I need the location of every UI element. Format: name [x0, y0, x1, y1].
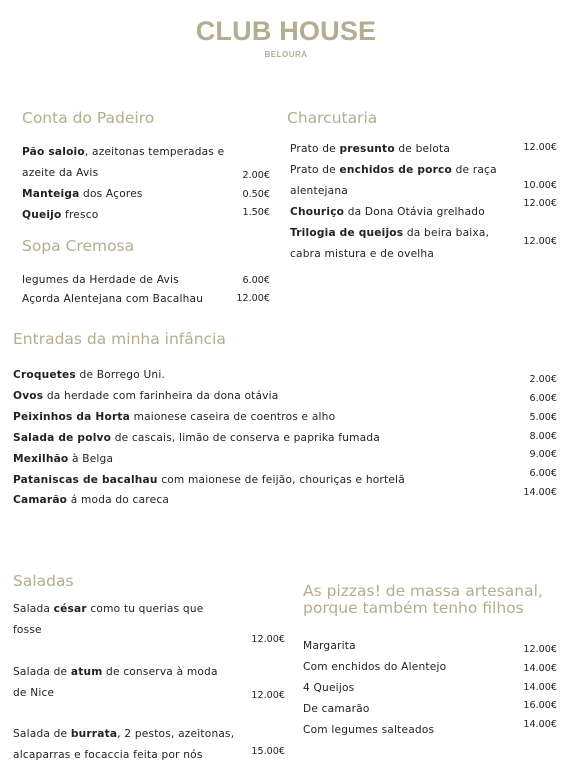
menu-item-text: maionese caseira de coentros e alho [130, 411, 336, 423]
menu-line [13, 602, 203, 616]
menu-item-text: Com enchidos do Alentejo [303, 661, 447, 673]
menu-item-text: 4 Queijos [303, 682, 355, 694]
menu-item-name: atum [70, 666, 103, 678]
menu-item-text: com maionese de feijão, chouriças e hortelã [157, 474, 405, 486]
menu-line [13, 665, 218, 679]
menu-item-name: burrata [70, 728, 118, 740]
menu-line [303, 639, 356, 653]
menu-line [13, 748, 203, 762]
section-heading-pizzas-line-1: As pizzas! de massa artesanal, [303, 582, 543, 600]
menu-line [13, 727, 234, 741]
menu-item-text: de conserva à moda [102, 666, 218, 678]
menu-price: 12.00€ [251, 690, 285, 701]
menu-item-text: da herdade com farinheira da dona otávia [43, 390, 279, 402]
section-heading-entradas: Entradas da minha infância [13, 330, 226, 348]
menu-item-text: , 2 pestos, azeitonas, [117, 728, 235, 740]
menu-line [290, 226, 489, 240]
menu-price: 0.50€ [242, 189, 270, 200]
menu-price: 12.00€ [523, 644, 557, 655]
section-heading-sopa: Sopa Cremosa [22, 237, 135, 255]
section-heading-pizzas-line-2: porque também tenho filhos [303, 599, 524, 617]
menu-item-name: Mexilhão [13, 453, 69, 465]
menu-price: 12.00€ [523, 198, 557, 209]
menu-price: 14.00€ [523, 682, 557, 693]
menu-item-text: da Dona Otávia grelhado [344, 206, 485, 218]
menu-item-text: Prato de [290, 164, 340, 176]
menu-item-name: Camarão [13, 494, 68, 506]
menu-item-text: Prato de [290, 143, 340, 155]
menu-item-name: Trilogia de queijos [290, 227, 404, 239]
menu-line [303, 660, 446, 674]
menu-item-text: alentejana [290, 185, 348, 197]
menu-item-text: de Nice [13, 687, 55, 699]
menu-line [22, 273, 179, 287]
menu-line [13, 623, 42, 637]
menu-line [303, 702, 370, 716]
menu-item-text: azeite da Avis [22, 167, 99, 179]
menu-line [13, 389, 279, 403]
menu-line [290, 247, 434, 261]
menu-item-text: de belota [394, 143, 451, 155]
menu-price: 6.00€ [529, 468, 557, 479]
menu-price: 1.50€ [242, 207, 270, 218]
menu-item-name: Croquetes [13, 369, 76, 381]
menu-line [22, 292, 203, 306]
menu-price: 12.00€ [523, 142, 557, 153]
menu-line [22, 166, 98, 180]
menu-price: 16.00€ [523, 700, 557, 711]
menu-price: 12.00€ [236, 293, 270, 304]
menu-price: 2.00€ [529, 374, 557, 385]
menu-price: 14.00€ [523, 487, 557, 498]
menu-price: 8.00€ [529, 431, 557, 442]
menu-line [290, 205, 485, 219]
menu-item-name: presunto [339, 143, 395, 155]
menu-line [13, 686, 54, 700]
menu-line [22, 145, 224, 159]
section-heading-padeiro: Conta do Padeiro [22, 109, 155, 127]
menu-item-text: Salada de [13, 728, 71, 740]
menu-item-name: Pataniscas de bacalhau [13, 474, 158, 486]
menu-item-text: Salada [13, 603, 54, 615]
menu-item-text: Açorda Alentejana com Bacalhau [22, 293, 204, 305]
menu-price: 12.00€ [523, 236, 557, 247]
restaurant-title: CLUB HOUSE [195, 16, 377, 46]
section-heading-saladas: Saladas [13, 572, 74, 590]
menu-item-text: de raça [452, 164, 497, 176]
section-heading-charcutaria: Charcutaria [287, 109, 378, 127]
menu-item-text: á moda do careca [67, 494, 170, 506]
menu-price: 15.00€ [251, 746, 285, 757]
menu-line [13, 493, 169, 507]
menu-item-text: da beira baixa, [403, 227, 490, 239]
menu-line [22, 208, 98, 222]
restaurant-subtitle: BELOURA [264, 50, 308, 59]
menu-item-text: Salada de [13, 666, 71, 678]
menu-line [290, 142, 450, 156]
menu-line [303, 681, 354, 695]
menu-item-name: Queijo [22, 209, 62, 221]
menu-price: 14.00€ [523, 663, 557, 674]
menu-price: 6.00€ [242, 275, 270, 286]
menu-line [13, 410, 335, 424]
menu-item-text: de cascais, limão de conserva e paprika fumada [111, 432, 380, 444]
menu-item-name: Pão saloio [22, 146, 85, 158]
menu-item-text: à Belga [68, 453, 114, 465]
menu-item-text: cabra mistura e de ovelha [290, 248, 435, 260]
menu-line [13, 431, 380, 445]
menu-item-text: como tu querias que [86, 603, 204, 615]
menu-item-text: De camarão [303, 703, 370, 715]
menu-item-text: de Borrego Uni. [75, 369, 166, 381]
menu-price: 9.00€ [529, 449, 557, 460]
menu-item-text: Margarita [303, 640, 356, 652]
menu-item-text: dos Açores [79, 188, 143, 200]
menu-price: 2.00€ [242, 170, 270, 181]
menu-price: 6.00€ [529, 393, 557, 404]
menu-line [13, 452, 113, 466]
menu-item-name: Peixinhos da Horta [13, 411, 131, 423]
menu-item-name: Salada de polvo [13, 432, 112, 444]
menu-item-text: fresco [61, 209, 99, 221]
menu-item-name: Ovos [13, 390, 44, 402]
menu-price: 14.00€ [523, 719, 557, 730]
menu-line [13, 473, 405, 487]
menu-item-name: Manteiga [22, 188, 80, 200]
menu-line [303, 723, 434, 737]
menu-item-name: enchidos de porco [339, 164, 453, 176]
menu-item-name: Chouriço [290, 206, 345, 218]
menu-price: 5.00€ [529, 412, 557, 423]
menu-price: 12.00€ [251, 634, 285, 645]
menu-line [22, 187, 143, 201]
menu-item-text: fosse [13, 624, 42, 636]
menu-line [290, 184, 348, 198]
menu-item-text: Com legumes salteados [303, 724, 435, 736]
menu-price: 10.00€ [523, 180, 557, 191]
menu-line [13, 368, 165, 382]
menu-item-text: legumes da Herdade de Avis [22, 274, 179, 286]
menu-item-text: , azeitonas temperadas e [84, 146, 225, 158]
menu-item-text: alcaparras e focaccia feita por nós [13, 749, 203, 761]
menu-item-name: césar [53, 603, 87, 615]
menu-line [290, 163, 497, 177]
